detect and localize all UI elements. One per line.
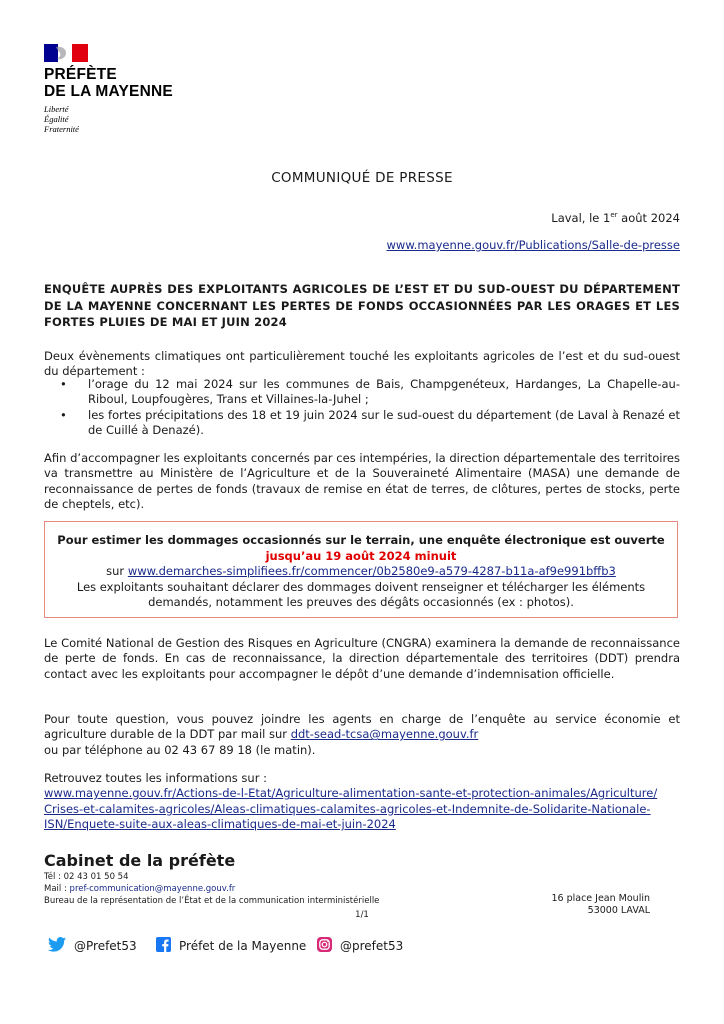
- survey-deadline: jusqu’au 19 août 2024 minuit: [265, 548, 457, 563]
- survey-callout-box: [44, 521, 678, 618]
- list-item: • les fortes précipitations des 18 et 19 juin 2024 sur le sud-ouest du département (de Laval à Renazé et de Cuillé à Denazé).: [60, 408, 680, 439]
- more-info-paragraph: Retrouvez toutes les informations sur : www.mayenne.gouv.fr/Actions-de-l-Etat/Agriculture-alimentation-sante-et-protection-animales/Agriculture/ Crises-et-calamites-agricoles/Aleas-climatiques-calamites-agricoles-et-Indemnite-de-Solidarite-Nationale- ISN/Enquete-suite-aux-aleas-climatiques-de-mai-et-juin-2024: [44, 771, 658, 831]
- ddt-email-link[interactable]: ddt-sead-tcsa@mayenne.gouv.fr: [290, 727, 479, 742]
- facebook-icon: [156, 937, 171, 955]
- facebook-account[interactable]: Préfet de la Mayenne: [156, 937, 306, 955]
- phone-number: Tél : 02 43 01 50 54: [44, 872, 129, 882]
- press-release-title: ENQUÊTE AUPRÈS DES EXPLOITANTS AGRICOLES DE L’EST ET DU SUD-OUEST DU DÉPARTEMENT DE LA MAYENNE CONCERNANT LES PERTES DE FONDS OCCASIONNÉES PAR LES ORAGES ET LES FORTES PLUIES DE MAI ET JUIN 2024: [44, 282, 680, 329]
- press-room-link[interactable]: www.mayenne.gouv.fr/Publications/Salle-de-presse: [386, 238, 680, 252]
- survey-heading: Pour estimer les dommages occasionnés sur le terrain, une enquête électronique est ouverte: [57, 533, 665, 547]
- postal-address: 16 place Jean Moulin 53000 LAVAL: [551, 893, 650, 916]
- marianne-logo-icon: [44, 44, 88, 62]
- twitter-icon: [48, 937, 66, 955]
- survey-instructions: Les exploitants souhaitant déclarer des dommages doivent renseigner et télécharger les éléments demandés, notamment les preuves des dégâts occasionnés (ex : photos).: [76, 579, 646, 609]
- instagram-account[interactable]: @prefet53: [317, 937, 403, 955]
- list-item: • l’orage du 12 mai 2024 sur les communes de Bais, Champgenéteux, Hardanges, La Chapelle-au-Riboul, Loupfougères, Trans et Villaines-la-Juhel ;: [60, 377, 680, 408]
- prefecture-name: PRÉFÈTE DE LA MAYENNE: [44, 66, 173, 100]
- contact-paragraph: Pour toute question, vous pouvez joindre les agents en charge de l’enquête au service économie et agriculture durable de la DDT par mail sur ddt-sead-tcsa@mayenne.gouv.fr ou par téléphone au 02 43 67 89 18 (le matin).: [44, 712, 680, 757]
- bureau-name: Bureau de la représentation de l’État et de la communication interministérielle: [44, 896, 380, 906]
- date-line: Laval, le 1er août 2024: [551, 211, 680, 225]
- accompany-paragraph: Afin d’accompagner les exploitants concernés par ces intempéries, la direction départementale des territoires va transmettre au Ministère de l’Agriculture et de la Souveraineté Alimentaire (MASA) une demande de reconnaissance de pertes de fonds (travaux de remise en état de terres, de clôtures, pertes de stocks, perte de cheptels, etc).: [44, 451, 680, 511]
- survey-link-line: sur www.demarches-simplifiees.fr/commencer/0b2580e9-a579-4287-b11a-af9e991bffb3: [106, 564, 616, 578]
- cabinet-contact: Tél : 02 43 01 50 54 Mail : pref-communication@mayenne.gouv.fr Bureau de la représentation de l’État et de la communication interministérielle: [44, 872, 380, 906]
- info-url-link[interactable]: www.mayenne.gouv.fr/Actions-de-l-Etat/Agriculture-alimentation-sante-et-protection-animales/Agriculture/ Crises-et-calamites-agricoles/Aleas-climatiques-calamites-agricoles-et-Indemnite-de-Solidarite-Nationale- ISN/Enquete-suite-aux-aleas-climatiques-de-mai-et-juin-2024: [44, 786, 658, 831]
- cngra-paragraph: Le Comité National de Gestion des Risques en Agriculture (CNGRA) examinera la demande de reconnaissance de perte de fonds. En cas de reconnaissance, la direction départementale des territoires (DDT) prendra contact avec les exploitants pour accompagner le dépôt d’une demande d’indemnisation officielle.: [44, 636, 680, 681]
- twitter-account[interactable]: @Prefet53: [48, 937, 137, 955]
- republic-motto: Liberté Égalité Fraternité: [44, 104, 79, 134]
- cabinet-email-link[interactable]: pref-communication@mayenne.gouv.fr: [69, 884, 236, 894]
- intro-paragraph: Deux évènements climatiques ont particulièrement touché les exploitants agricoles de l’est et du sud-ouest du département :: [44, 349, 680, 379]
- document-type: COMMUNIQUÉ DE PRESSE: [271, 170, 453, 186]
- survey-link[interactable]: www.demarches-simplifiees.fr/commencer/0b2580e9-a579-4287-b11a-af9e991bffb3: [127, 564, 616, 578]
- cabinet-title: Cabinet de la préfète: [44, 851, 236, 870]
- instagram-icon: [317, 937, 332, 955]
- page-number: 1/1: [355, 910, 369, 920]
- events-list: [60, 377, 680, 438]
